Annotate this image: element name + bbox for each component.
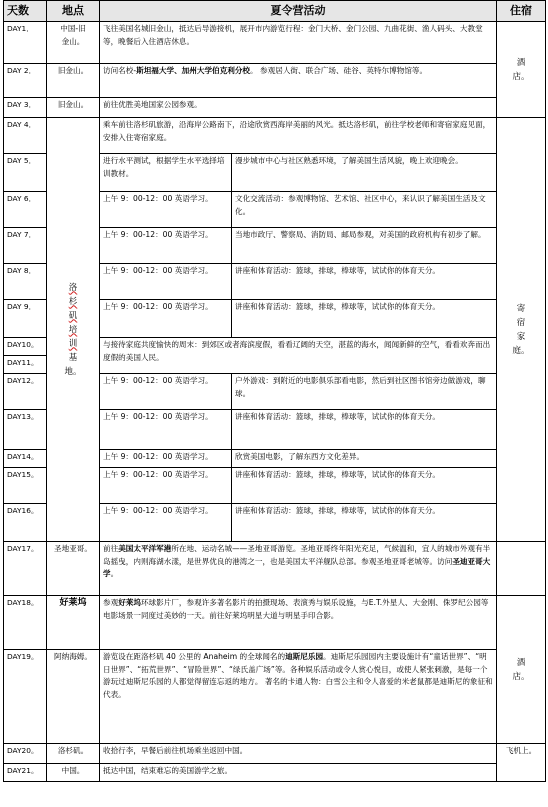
stay-blank (497, 542, 546, 596)
activity-morning: 上午 9：00-12：00 英语学习。 (100, 504, 232, 542)
activity-text: 环球影片厂，参观许多著名影片的拍摄现场、表演秀与娱乐设施，与E.T.外星人、大金刚、侏罗纪公园等电影场景一同度过美妙的一天。前往好莱坞明星大道与明星手印合影。 (103, 598, 489, 620)
header-stay: 住宿 (497, 1, 546, 22)
place-cell: 洛杉矶。 (47, 744, 100, 764)
place-char: 训 (68, 338, 78, 349)
stay-char: 店。 (512, 71, 530, 82)
activity-cell: 抵达中国，结束难忘的美国游学之旅。 (100, 764, 497, 782)
day-cell: DAY19。 (4, 650, 47, 744)
activity-text: 游览设在距洛杉矶 40 公里的 Anaheim 的全球闻名的 (103, 652, 286, 661)
activity-cell-weekend: 与接待家庭共度愉快的周末：到郊区或者海滨度假，看看辽阔的天空，湛蓝的海水，闻闻新鲜的空气，看看欢奔而出度假的美国人民。 (100, 338, 497, 374)
table-row-day1 (4, 22, 546, 64)
activity-morning: 上午 9：00-12：00 英语学习。 (100, 192, 232, 228)
stay-home (497, 118, 546, 542)
day-cell: DAY13。 (4, 410, 47, 450)
activity-bold: 迪斯尼乐园 (285, 652, 324, 661)
day-cell: DAY 2． (4, 64, 47, 98)
activity-morning: 上午 9：00-12：00 英语学习。 (100, 468, 232, 504)
stay-hotel-top (497, 22, 546, 118)
table-row-day4 (4, 118, 546, 154)
table-row-day17 (4, 542, 546, 596)
place-line: 金山。 (61, 36, 85, 46)
day-cell: DAY12。 (4, 374, 47, 410)
activity-afternoon: 当地市政厅、警察局、消防局、邮局参观，对美国的政府机构有初步了解。 (232, 228, 497, 264)
header-row (4, 1, 546, 22)
activity-bold: 圣迪亚哥大学 (103, 556, 491, 578)
activity-text: 所在地、运动名城——圣地亚哥游览。圣地亚哥终年阳光充足，气候温和，宜人的城市外观有半岛摇曳，内则海湖水漾，是世界优良的港湾之一，也是美国太平洋舰队总部。参观圣地亚哥老城等。访问 (103, 544, 491, 566)
day-cell: DAY16。 (4, 504, 47, 542)
stay-char: 家 (516, 331, 526, 342)
place-cell: 中国。 (47, 764, 100, 782)
day-cell: DAY11。 (4, 356, 47, 374)
place-cell: 圣地亚哥。 (47, 542, 100, 596)
stay-char: 酒 (516, 57, 526, 68)
table-row-day20 (4, 744, 546, 764)
activity-morning: 上午 9：00-12：00 英语学习。 (100, 300, 232, 338)
day-cell: DAY 9． (4, 300, 47, 338)
activity-text: 。 (110, 569, 119, 578)
activity-afternoon: 漫步城市中心与社区熟悉环境，了解美国生活风貌，晚上欢迎晚会。 (232, 154, 497, 192)
activity-cell: 乘车前往洛杉矶旅游，沿海岸公路南下，沿途欣赏西海岸美丽的风光。抵达洛杉矶，前往学校老师和寄宿家庭见面，安排入住寄宿家庭。 (100, 118, 497, 154)
stay-char: 寄 (516, 303, 526, 314)
activity-text: 参观 (103, 598, 119, 607)
activity-text: 前往 (103, 544, 119, 553)
day-cell: DAY20。 (4, 744, 47, 764)
table-row-day21 (4, 764, 546, 782)
activity-cell: 收拾行李，早餐后前往机场乘坐返回中国。 (100, 744, 497, 764)
place-cell: 阿纳海姆。 (47, 650, 100, 744)
activity-afternoon: 讲座和体育活动：篮球，排球，棒球等，试试你的体育天分。 (232, 410, 497, 450)
day-cell: DAY15。 (4, 468, 47, 504)
activity-morning: 上午 9：00-12：00 英语学习。 (100, 450, 232, 468)
place-name: 好莱坞 (59, 598, 87, 608)
activity-afternoon: 讲座和体育活动：篮球，排球，棒球等，试试你的体育天分。 (232, 504, 497, 542)
activity-bold: 好莱坞 (118, 598, 141, 607)
place-char: 杉 (68, 296, 78, 307)
header-activity: 夏令营活动 (100, 1, 497, 22)
day-cell: DAY 6． (4, 192, 47, 228)
activity-morning: 上午 9：00-12：00 英语学习。 (100, 410, 232, 450)
place-char: 洛 (68, 282, 78, 293)
day-cell: DAY14。 (4, 450, 47, 468)
activity-cell (100, 542, 497, 596)
activity-text: 。 参观居人街、联合广场、硅谷、英特尔博物馆等。 (250, 66, 428, 75)
activity-cell (100, 64, 497, 98)
activity-cell: 前往优胜美地国家公园参观。 (100, 98, 497, 118)
day-cell: DAY10。 (4, 338, 47, 356)
activity-morning: 进行水平测试，根据学生水平选择培训教材。 (100, 154, 232, 192)
activity-morning: 上午 9：00-12：00 英语学习。 (100, 374, 232, 410)
activity-bold: 斯坦福大学、加州大学伯克利分校 (136, 66, 251, 75)
place-cell (47, 596, 100, 650)
table-row-day3 (4, 98, 546, 118)
stay-airplane: 飞机上。 (497, 744, 546, 782)
day-cell: DAY 8． (4, 264, 47, 300)
place-char: 矶 (68, 310, 78, 321)
place-char: 基 (68, 352, 78, 363)
itinerary-table (3, 0, 546, 782)
activity-cell (100, 596, 497, 650)
activity-morning: 上午 9：00-12：00 英语学习。 (100, 228, 232, 264)
day-cell: DAY18。 (4, 596, 47, 650)
stay-hotel-bottom (497, 596, 546, 744)
place-char: 培 (68, 324, 78, 335)
place-line: 中国-旧 (60, 24, 86, 33)
activity-cell (100, 650, 497, 744)
day-cell: DAY 3． (4, 98, 47, 118)
place-cell-la (47, 118, 100, 542)
day-cell: DAY 5． (4, 154, 47, 192)
day-cell: DAY1． (4, 22, 47, 64)
stay-char: 宿 (516, 317, 526, 328)
activity-afternoon: 文化交流活动：参观博物馆、艺术馆、社区中心，来认识了解美国生活及文化。 (232, 192, 497, 228)
activity-text: 。迪斯尼乐园园内主要设施计有“童话世界”、“明日世界”、“拓荒世界”、“冒险世界”、“绿氏盖广场”等。各种娱乐活动或令人赏心悦目，或使人紧张刺激，是每一个游玩过迪斯尼乐园的人都觉得留连忘返的地方。 著名的卡通人物：白雪公主和令人喜爱的米老鼠都是迪斯尼的象征和代表。 (103, 652, 493, 699)
table-row-day2 (4, 64, 546, 98)
activity-cell: 飞往美国名城旧金山，抵达后导游接机，展开市内游览行程：金门大桥、金门公园、九曲花街、渔人码头、大教堂等，晚餐后入住酒店休息。 (100, 22, 497, 64)
activity-morning: 上午 9：00-12：00 英语学习。 (100, 264, 232, 300)
table-row-day18 (4, 596, 546, 650)
activity-afternoon: 讲座和体育活动：篮球，排球，棒球等，试试你的体育天分。 (232, 468, 497, 504)
activity-afternoon: 欣赏美国电影，了解东西方文化差异。 (232, 450, 497, 468)
day-cell: DAY 7． (4, 228, 47, 264)
header-day: 天数 (4, 1, 47, 22)
activity-text: 访问名校- (103, 66, 137, 75)
table-row-day19 (4, 650, 546, 744)
activity-afternoon: 户外游戏：到附近的电影俱乐部看电影，然后到社区图书馆旁边做游戏，聊球。 (232, 374, 497, 410)
stay-char: 店。 (512, 671, 530, 682)
activity-afternoon: 讲座和体育活动：篮球，排球，棒球等，试试你的体育天分。 (232, 264, 497, 300)
place-cell: 旧金山。 (47, 98, 100, 118)
day-cell: DAY 4． (4, 118, 47, 154)
stay-char: 庭。 (512, 345, 530, 356)
activity-bold: 美国太平洋军港 (118, 544, 172, 553)
activity-afternoon: 讲座和体育活动：篮球，排球，棒球等，试试你的体育天分。 (232, 300, 497, 338)
place-cell (47, 22, 100, 64)
place-char: 地。 (64, 366, 82, 377)
stay-char: 酒 (516, 657, 526, 668)
day-cell: DAY21。 (4, 764, 47, 782)
place-cell: 旧金山。 (47, 64, 100, 98)
day-cell: DAY17。 (4, 542, 47, 596)
header-place: 地点 (47, 1, 100, 22)
